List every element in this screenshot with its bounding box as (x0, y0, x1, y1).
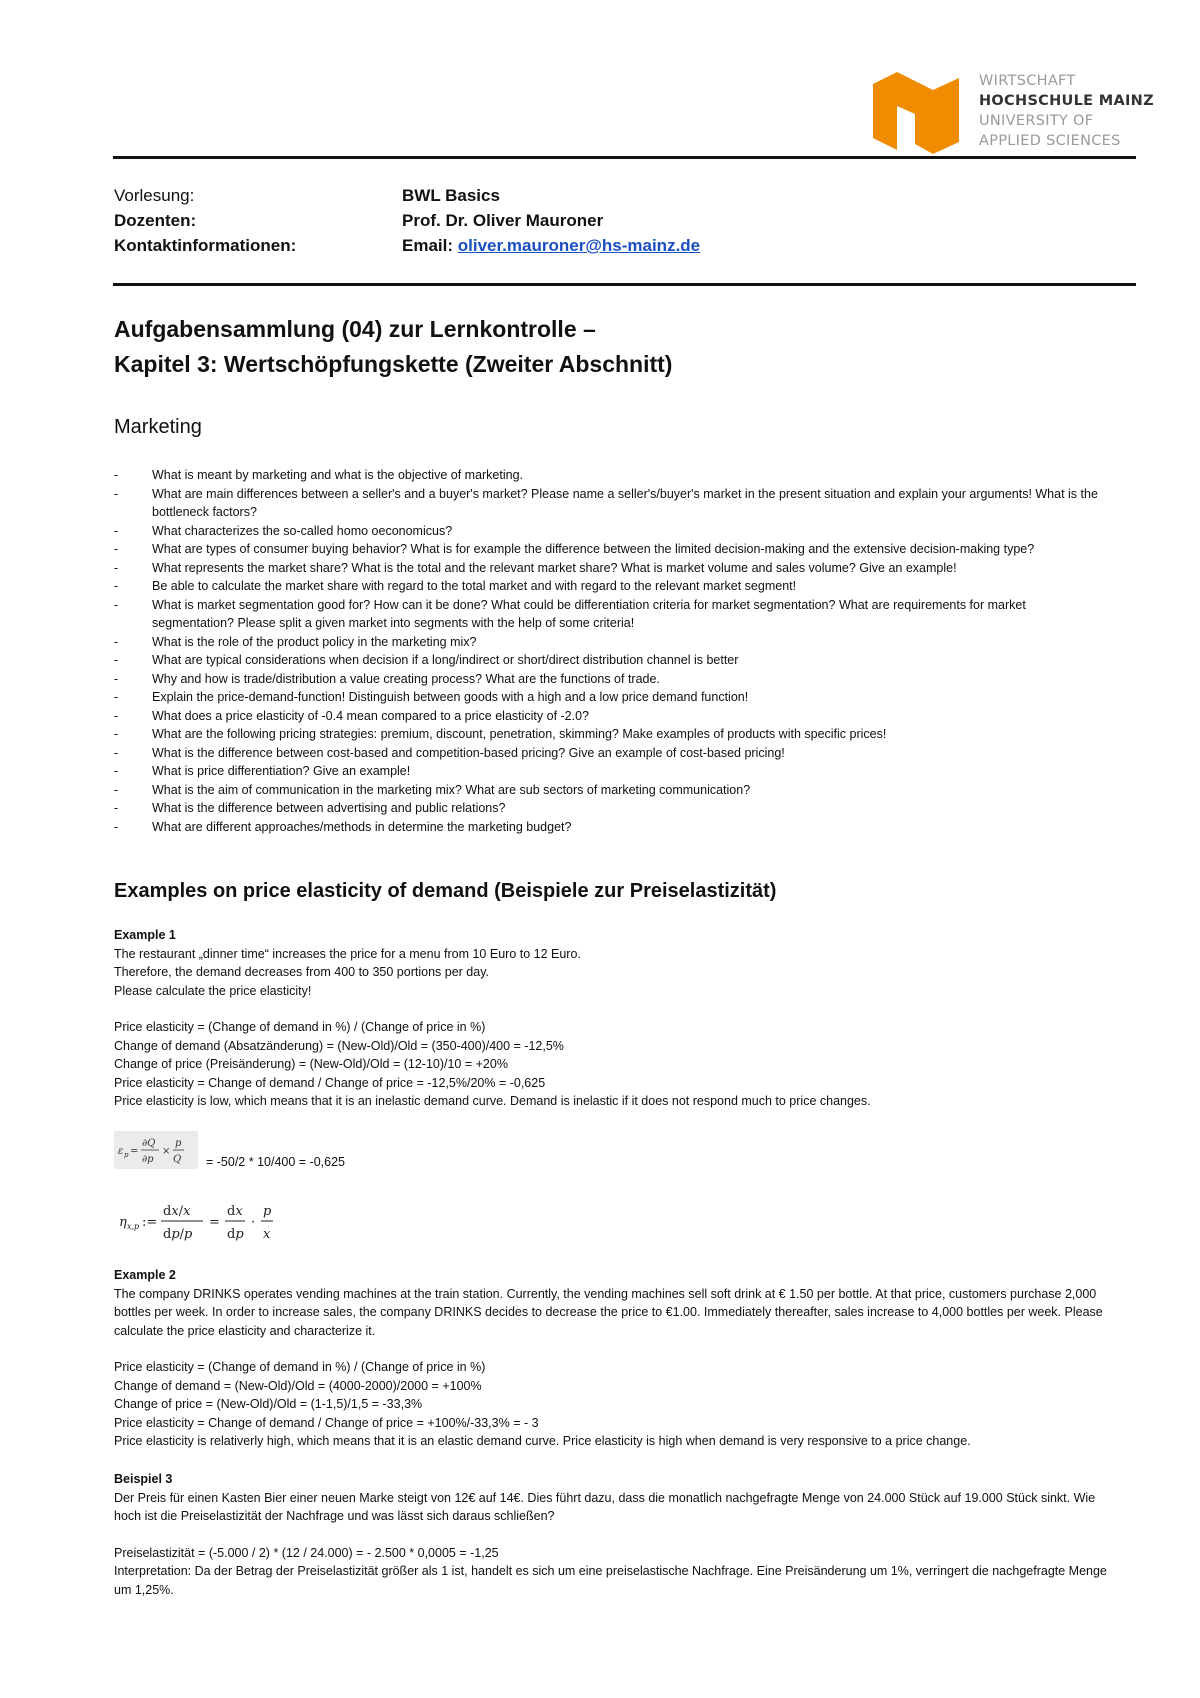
svg-text:=: = (130, 1146, 139, 1157)
svg-text:×: × (162, 1146, 171, 1157)
svg-text:ε: ε (118, 1146, 124, 1157)
svg-text:∂Q: ∂Q (142, 1138, 156, 1149)
svg-text:dx: dx (227, 1204, 243, 1219)
contact-label: Kontaktinformationen: (114, 236, 297, 255)
svg-text:·: · (251, 1215, 256, 1230)
formula-result: = -50/2 * 10/400 = -0,625 (206, 1155, 345, 1169)
question-item: - What are the following pricing strategies: premium, discount, penetration, skimming? Make examples of products with specific prices! (114, 725, 1104, 744)
example-1-calc-2: Change of demand (Absatzänderung) = (New-Old)/Old = (350-400)/400 = -12,5% (114, 1038, 564, 1053)
email-prefix: Email: (402, 236, 454, 255)
example-2 (114, 1266, 1124, 1451)
example-3-interpretation: Interpretation: Da der Betrag der Preiselastizität größer als 1 ist, handelt es sich um eine preiselastische Nachfrage. Eine Preisänderung um 1%, verringert die nachgefragte Menge um 1,25%. (114, 1564, 1107, 1597)
example-1-calc-3: Change of price (Preisänderung) = (New-Old)/Old = (12-10)/10 = +20% (114, 1057, 508, 1071)
svg-text:=: = (209, 1215, 220, 1230)
example-2-calc-1: Price elasticity = (Change of demand in %) / (Change of price in %) (114, 1360, 486, 1374)
university-logo-text (979, 71, 1154, 151)
lecture-label: Vorlesung: (114, 186, 195, 205)
example-1-calc-4: Price elasticity = Change of demand / Change of price = -12,5%/20% = -0,625 (114, 1075, 546, 1090)
contact-value (402, 233, 700, 258)
question-item: - What is market segmentation good for? How can it be done? What could be differentiation criteria for market segmentation? What are requirements for market segmentation? Please split a given market into segments with the help of some criteria! (114, 596, 1104, 633)
question-item: - What are types of consumer buying behavior? What is for example the difference between the limited decision-making and the extensive decision-making type? (114, 540, 1104, 559)
question-item: - Be able to calculate the market share with regard to the total market and with regard to the relevant market segment! (114, 577, 1104, 596)
example-3-title: Beispiel 3 (114, 1472, 173, 1486)
example-2-calc-3: Change of price = (New-Old)/Old = (1-1,5)/1,5 = -33,3% (114, 1397, 423, 1411)
svg-text:dp: dp (227, 1227, 244, 1242)
question-item: - What are different approaches/methods in determine the marketing budget? (114, 818, 1104, 837)
svg-text:p: p (175, 1138, 182, 1149)
example-2-title: Example 2 (114, 1268, 176, 1282)
example-1 (114, 926, 1124, 1111)
info-rule (113, 283, 1136, 286)
question-item: - What is the difference between advertising and public relations? (114, 799, 1104, 818)
svg-text:x,p: x,p (127, 1222, 140, 1231)
logo-line-4: APPLIED SCIENCES (979, 133, 1121, 149)
example-2-calc-2: Change of demand = (New-Old)/Old = (4000-2000)/2000 = +100% (114, 1378, 482, 1393)
elasticity-definition-formula (117, 1198, 287, 1244)
question-list (114, 466, 1104, 836)
question-item: - What represents the market share? What is the total and the relevant market share? What is market volume and sales volume? Give an example! (114, 559, 1104, 578)
question-item: - What are typical considerations when decision if a long/indirect or short/direct distribution channel is better (114, 651, 1104, 670)
example-1-line-2: Therefore, the demand decreases from 400 to 350 portions per day. (114, 965, 489, 979)
question-item: - What does a price elasticity of -0.4 mean compared to a price elasticity of -2.0? (114, 707, 1104, 726)
svg-text:dp/p: dp/p (163, 1227, 193, 1242)
logo-line-1: WIRTSCHAFT (979, 73, 1076, 89)
example-2-calc-4: Price elasticity = Change of demand / Change of price = +100%/-33,3% = - 3 (114, 1415, 539, 1430)
example-2-text: The company DRINKS operates vending machines at the train station. Currently, the vending machines sell soft drink at € 1.50 per bottle. At that price, customers purchase 2,000 bottles per week. In order to increase sales, the company DRINKS decides to decrease the price to €1.00. Immediately thereafter, sales increase to 4,000 bottles per week. Please calculate the price elasticity and characterize it. (114, 1286, 1103, 1338)
university-logo-icon (873, 66, 978, 156)
logo-line-2: HOCHSCHULE MAINZ (979, 93, 1154, 109)
svg-text:p: p (263, 1204, 272, 1219)
question-item: - What are main differences between a seller's and a buyer's market? Please name a seller's/buyer's market in the present situation and explain your arguments! What is the bottleneck factors? (114, 485, 1104, 522)
svg-text:x: x (263, 1227, 271, 1242)
example-3-text: Der Preis für einen Kasten Bier einer neuen Marke steigt von 12€ auf 14€. Dies führt dazu, dass die monatlich nachgefragte Menge von 24.000 Stück auf 19.000 Stück sinkt. Wie hoch ist die Preiselastizität der Nachfrage und was lässt sich daraus schließen? (114, 1490, 1096, 1523)
lecturer-value: Prof. Dr. Oliver Mauroner (402, 211, 604, 230)
question-item: - What is the difference between cost-based and competition-based pricing? Give an example of cost-based pricing! (114, 744, 1104, 763)
example-1-calc-1: Price elasticity = (Change of demand in %) / (Change of price in %) (114, 1020, 486, 1034)
example-3 (114, 1470, 1124, 1599)
page-title-line-1: Aufgabensammlung (04) zur Lernkontrolle – (114, 316, 596, 342)
elasticity-formula-image (114, 1131, 198, 1169)
svg-text::=: := (142, 1215, 158, 1230)
question-item: - What is price differentiation? Give an example! (114, 762, 1104, 781)
svg-text:∂p: ∂p (142, 1154, 154, 1165)
email-link[interactable]: oliver.mauroner@hs-mainz.de (457, 236, 701, 255)
examples-heading: Examples on price elasticity of demand (Beispiele zur Preiselastizität) (114, 880, 777, 902)
logo-line-3: UNIVERSITY OF (979, 113, 1094, 129)
lecture-value: BWL Basics (402, 186, 500, 205)
question-item: - What is meant by marketing and what is the objective of marketing. (114, 466, 1104, 485)
example-1-line-1: The restaurant „dinner time“ increases the price for a menu from 10 Euro to 12 Euro. (114, 946, 581, 961)
marketing-heading: Marketing (114, 416, 202, 438)
svg-text:p: p (124, 1151, 129, 1159)
question-item: - Explain the price-demand-function! Distinguish between goods with a high and a low price demand function! (114, 688, 1104, 707)
page-title-line-2: Kapitel 3: Wertschöpfungskette (Zweiter Abschnitt) (114, 351, 673, 377)
example-3-calc-1: Preiselastizität = (-5.000 / 2) * (12 / 24.000) = - 2.500 * 0,0005 = -1,25 (114, 1545, 499, 1560)
svg-text:dx/x: dx/x (163, 1204, 191, 1219)
example-2-calc-5: Price elasticity is relativerly high, which means that it is an elastic demand curve. Price elasticity is high when demand is very responsive to a price change. (114, 1434, 971, 1448)
question-item: - What characterizes the so-called homo oeconomicus? (114, 522, 1104, 541)
question-item: - Why and how is trade/distribution a value creating process? What are the functions of trade. (114, 670, 1104, 689)
header-rule (113, 156, 1136, 159)
svg-text:Q: Q (173, 1154, 182, 1165)
example-1-line-3: Please calculate the price elasticity! (114, 983, 312, 998)
example-1-calc-5: Price elasticity is low, which means that it is an inelastic demand curve. Demand is inelastic if it does not respond much to price changes. (114, 1094, 871, 1108)
question-item: - What is the aim of communication in the marketing mix? What are sub sectors of marketing communication? (114, 781, 1104, 800)
question-item: - What is the role of the product policy in the marketing mix? (114, 633, 1104, 652)
example-1-title: Example 1 (114, 928, 176, 942)
lecturer-label: Dozenten: (114, 211, 197, 230)
svg-text:η: η (119, 1215, 127, 1230)
